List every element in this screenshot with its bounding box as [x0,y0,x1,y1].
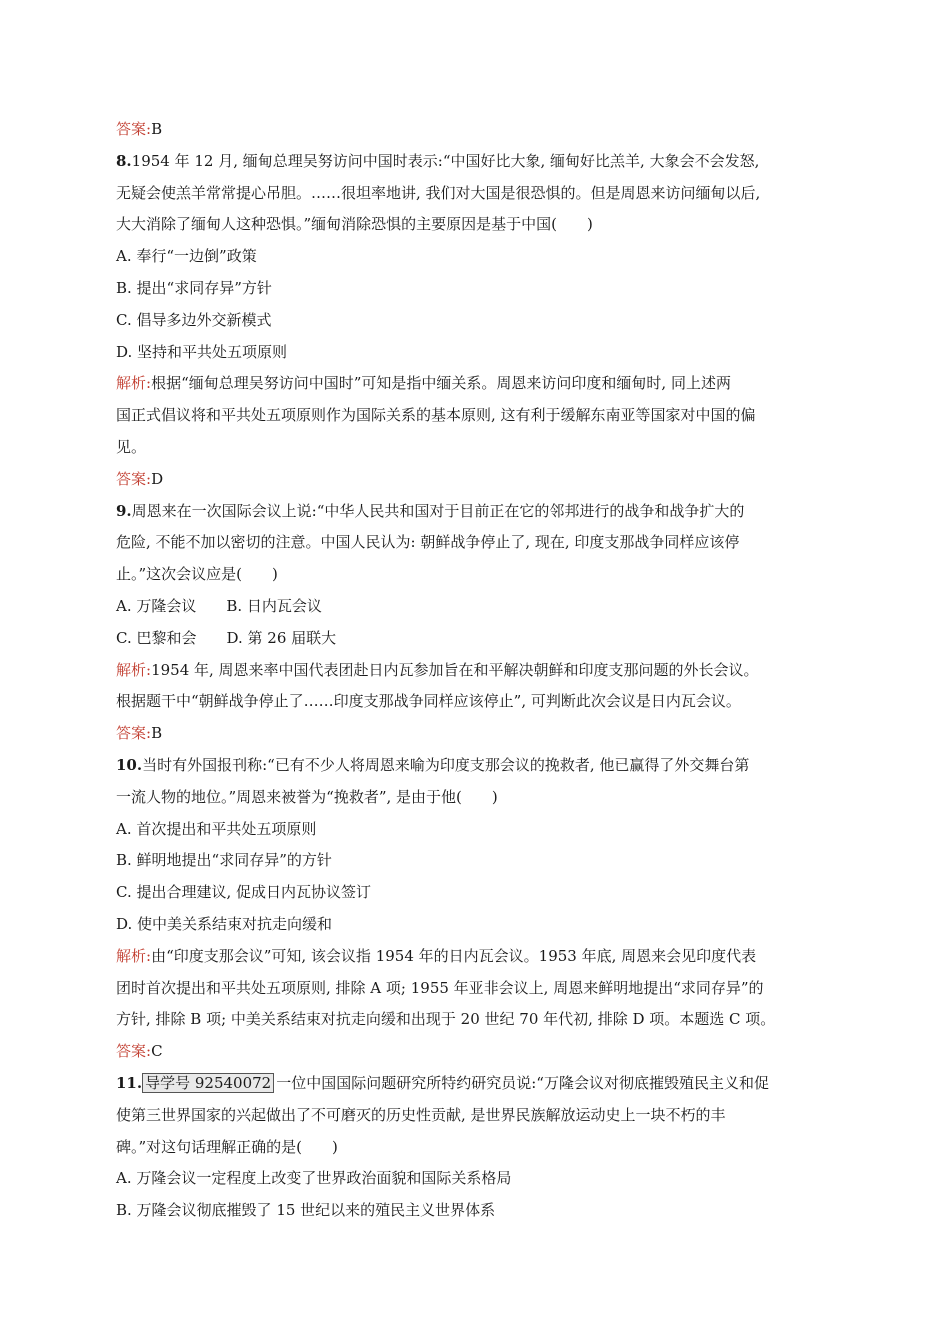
q8-stem-line-3: 大大消除了缅甸人这种恐惧。”缅甸消除恐惧的主要原因是基于中国( ) [116,215,593,234]
q8-stem-line-2: 无疑会使羔羊常常提心吊胆。……很坦率地讲, 我们对大国是很恐惧的。但是周恩来访问缅甸以后, [116,183,761,202]
q9-options-row-1 [116,591,836,623]
q10-option-d: D. 使中美关系结束对抗走向缓和 [116,914,333,933]
guide-number-tag[interactable]: 导学号 92540072 [142,1073,274,1093]
q9-answer [116,718,836,750]
answer-label: 答案: [116,120,152,138]
q8-option-b: B. 提出“求同存异”方针 [116,278,272,297]
q9-stem-line-2: 危险, 不能不加以密切的注意。中国人民认为: 朝鲜战争停止了, 现在, 印度支那战争同样应该停 [116,533,740,552]
q8-analysis-line-3: 见。 [116,437,147,456]
q8-option-d: D. 坚持和平共处五项原则 [116,342,288,361]
q10-option-a: A. 首次提出和平共处五项原则 [116,819,317,838]
answer-value: B [151,120,163,138]
q10-option-b: B. 鲜明地提出“求同存异”的方针 [116,851,332,870]
q8-analysis-line-1: 解析:根据“缅甸总理吴努访问中国时”可知是指中缅关系。周恩来访问印度和缅甸时, 同上述两 [116,374,731,393]
analysis-label: 解析: [116,946,152,965]
answer-value: C [151,1042,163,1061]
q8-option-c: C. 倡导多边外交新模式 [116,310,272,329]
q9-number: 9. [116,501,132,520]
q9-option-b: B. 日内瓦会议 [226,596,322,615]
q11-number: 11. [116,1073,143,1092]
q11-stem-line-2: 使第三世界国家的兴起做出了不可磨灭的历史性贡献, 是世界民族解放运动史上一块不朽的丰 [116,1105,726,1124]
answer-value: B [151,724,163,743]
q11-option-a: A. 万隆会议一定程度上改变了世界政治面貌和国际关系格局 [116,1169,512,1188]
q9-options-row-2 [116,623,836,655]
q10-analysis-line-2: 团时首次提出和平共处五项原则, 排除 A 项; 1955 年亚非会议上, 周恩来鲜明地提出“求同存异”的 [116,978,764,997]
q8-analysis-line-2: 国正式倡议将和平共处五项原则作为国际关系的基本原则, 这有利于缓解东南亚等国家对中国的偏 [116,406,756,425]
q9-stem-line-3: 止。”这次会议应是( ) [116,565,278,584]
q10-number: 10. [116,755,143,774]
answer-value: D [151,469,164,488]
q9-option-c: C. 巴黎和会 [116,628,197,647]
answer-label: 答案: [116,469,152,488]
answer-label: 答案: [116,724,152,743]
q8-number: 8. [116,151,132,170]
q11-stem-line-3: 碑。”对这句话理解正确的是( ) [116,1137,338,1156]
q10-option-c: C. 提出合理建议, 促成日内瓦协议签订 [116,883,372,902]
q7-answer [116,114,836,146]
analysis-label: 解析: [116,660,152,679]
q9-option-a: A. 万隆会议 [116,596,197,615]
answer-label: 答案: [116,1042,152,1061]
q10-stem-line-2: 一流人物的地位。”周恩来被誉为“挽救者”, 是由于他( ) [116,787,498,806]
q10-analysis-line-1: 解析:由“印度支那会议”可知, 该会议指 1954 年的日内瓦会议。1953 年底, 周恩来会见印度代表 [116,946,757,965]
q11-option-b: B. 万隆会议彻底摧毁了 15 世纪以来的殖民主义世界体系 [116,1201,496,1220]
q9-option-d: D. 第 26 届联大 [226,628,337,647]
q9-stem-line-1: 9.周恩来在一次国际会议上说:“中华人民共和国对于目前正在它的邻邦进行的战争和战争扩大的 [116,501,745,520]
q10-answer [116,1036,836,1068]
q8-option-a: A. 奉行“一边倒”政策 [116,247,257,266]
q11-stem-line-1: 11. 导学号 92540072 一位中国国际问题研究所特约研究员说:“万隆会议对彻底摧毁殖民主义和促 [116,1073,769,1092]
q9-analysis-line-1: 解析:1954 年, 周恩来率中国代表团赴日内瓦参加旨在和平解决朝鲜和印度支那问题的外长会议。 [116,660,759,679]
q9-analysis-line-2: 根据题干中“朝鲜战争停止了……印度支那战争同样应该停止”, 可判断此次会议是日内瓦会议。 [116,692,741,711]
q8-stem-line-1: 8.1954 年 12 月, 缅甸总理吴努访问中国时表示:“中国好比大象, 缅甸好比羔羊, 大象会不会发怒, [116,151,760,170]
q10-stem-line-1: 10.当时有外国报刊称:“已有不少人将周恩来喻为印度支那会议的挽救者, 他已赢得了外交舞台第 [116,755,750,774]
q8-answer [116,464,836,496]
q10-analysis-line-3: 方针, 排除 B 项; 中美关系结束对抗走向缓和出现于 20 世纪 70 年代初, 排除 D 项。本题选 C 项。 [116,1010,776,1029]
document-content [116,114,836,1227]
analysis-label: 解析: [116,374,152,393]
